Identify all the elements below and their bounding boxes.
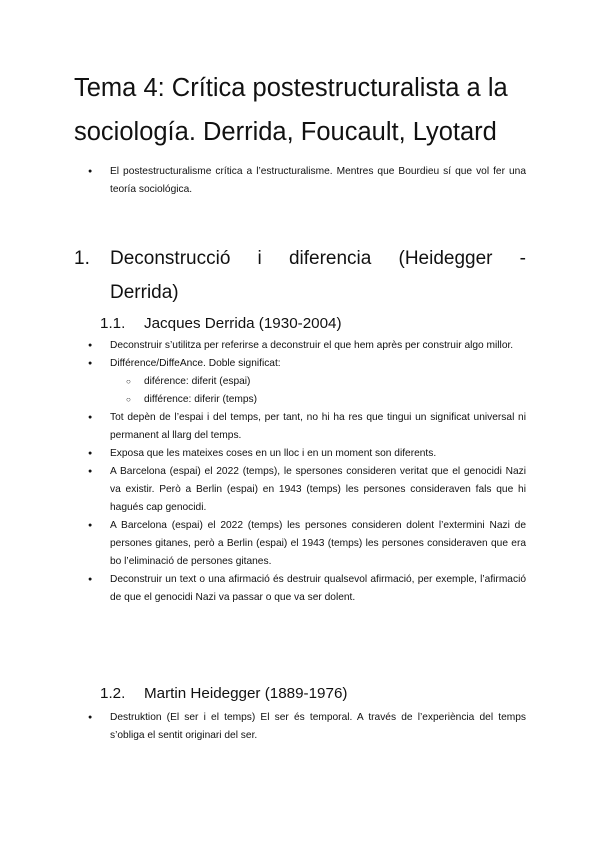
subsection-heading-heidegger (100, 683, 347, 705)
list-item: ● Différence/DiffeAnce. Doble significat: (74, 355, 526, 373)
subsection-number: 1.1. (100, 315, 126, 332)
derrida-bullet-list (74, 337, 526, 607)
section-number: 1. (74, 248, 90, 269)
subsection-number: 1.2. (100, 685, 126, 702)
list-item: ● Deconstruir s’utilitza per referirse a deconstruir el que hem après per construir algo millor. (74, 337, 526, 355)
list-item: ● A Barcelona (espai) el 2022 (temps), le spersones consideren veritat que el genocidi Nazi va existir. Però a Berlin (espai) en 1943 (temps) les persones consideraven fals que hi hagués cap genocidi. (74, 463, 526, 517)
subsection-title: Jacques Derrida (1930-2004) (144, 315, 342, 332)
section-heading (74, 242, 526, 310)
list-item: ● A Barcelona (espai) el 2022 (temps) les persones consideren dolent l’extermini Nazi de persones gitanes, però a Berlin (espai) el 1943 (temps) les persones consideraven que era bo l’eliminació de persones gitanes. (74, 517, 526, 571)
list-item: ● Exposa que les mateixes coses en un lloc i en un moment son diferents. (74, 445, 526, 463)
list-item: ● Tot depèn de l’espai i del temps, per tant, no hi ha res que tingui un significat universal ni permanent al llarg del temps. (74, 409, 526, 445)
sub-list-item: ○ différence: diferir (temps) (74, 391, 526, 409)
list-item: ● El postestructuralisme crítica a l’estructuralisme. Mentres que Bourdieu sí que vol fer una teoría sociológica. (74, 163, 526, 199)
list-item: ● Destruktion (El ser i el temps) El ser és temporal. A través de l’experiència del temps s’obliga el sentit originari del ser. (74, 709, 526, 745)
subsection-title: Martin Heidegger (1889-1976) (144, 685, 348, 702)
section-title-line1: Deconstrucció i diferencia (Heidegger - (110, 248, 526, 269)
document-title: Tema 4: Crítica postestructuralista a la sociología. Derrida, Foucault, Lyotard (74, 74, 508, 146)
intro-bullet-list (74, 163, 526, 199)
sub-list-item: ○ diférence: diferit (espai) (74, 373, 526, 391)
heidegger-bullet-list (74, 709, 526, 745)
list-item: ● Deconstruir un text o una afirmació és destruir qualsevol afirmació, per exemple, l’afirmació de que el genocidi Nazi va passar o que va ser dolent. (74, 571, 526, 607)
subsection-heading-derrida (100, 313, 342, 335)
section-title-line2: Derrida) (110, 282, 179, 303)
